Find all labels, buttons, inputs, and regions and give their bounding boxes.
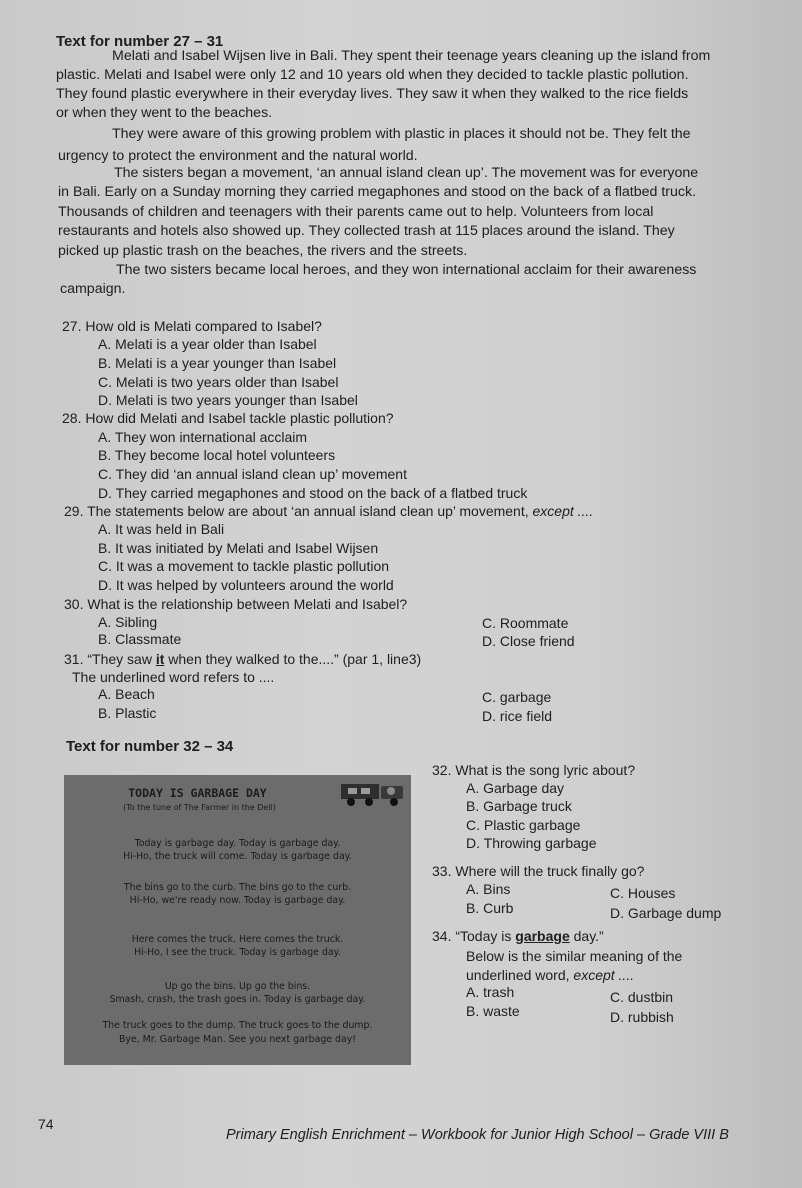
question-34-sub2-text: underlined word, bbox=[466, 967, 574, 983]
question-34-post: day.” bbox=[569, 928, 604, 944]
question-32: 32. What is the song lyric about? bbox=[432, 762, 636, 778]
question-29 bbox=[64, 503, 593, 519]
question-31-sub: The underlined word refers to .... bbox=[72, 669, 275, 685]
poster-line: Here comes the truck. Here comes the truck. bbox=[131, 934, 344, 945]
passage-line: restaurants and hotels also showed up. They collected trash at 115 places around the island. They bbox=[58, 223, 675, 239]
option-27-c: C. Melati is two years older than Isabel bbox=[98, 374, 339, 390]
option-31-b: B. Plastic bbox=[98, 705, 157, 721]
passage-line: plastic. Melati and Isabel were only 12 and 10 years old when they decided to tackle plastic pollution. bbox=[56, 67, 689, 83]
poster-subtitle: (To the tune of The Farmer in the Dell) bbox=[123, 803, 276, 812]
garbage-truck-icon bbox=[339, 781, 409, 807]
option-34-c: C. dustbin bbox=[610, 989, 674, 1005]
option-29-c: C. It was a movement to tackle plastic pollution bbox=[98, 558, 390, 574]
passage-line: They were aware of this growing problem with plastic in places it should not be. They felt the bbox=[112, 126, 691, 142]
question-34-sub2 bbox=[466, 967, 634, 983]
option-33-b: B. Curb bbox=[466, 900, 514, 916]
poster-line: Hi-Ho, I see the truck. Today is garbage day. bbox=[134, 947, 341, 958]
option-32-b: B. Garbage truck bbox=[466, 798, 572, 814]
option-27-d: D. Melati is two years younger than Isabel bbox=[98, 392, 358, 408]
poster-line: Up go the bins. Up go the bins. bbox=[164, 981, 311, 992]
option-31-d: D. rice field bbox=[482, 708, 553, 724]
option-33-c: C. Houses bbox=[610, 885, 676, 901]
option-27-b: B. Melati is a year younger than Isabel bbox=[98, 355, 337, 371]
option-31-c: C. garbage bbox=[482, 689, 552, 705]
option-32-a: A. Garbage day bbox=[466, 780, 565, 796]
question-27: 27. How old is Melati compared to Isabel? bbox=[62, 318, 322, 334]
poster-line: Today is garbage day. Today is garbage day. bbox=[134, 838, 341, 849]
poster-line: Smash, crash, the trash goes in. Today is garbage day. bbox=[109, 994, 366, 1005]
question-31 bbox=[64, 651, 421, 667]
passage-line: Melati and Isabel Wijsen live in Bali. They spent their teenage years cleaning up the island from bbox=[112, 48, 711, 64]
passage-line: They found plastic everywhere in their everyday lives. They saw it when they walked to the rice fields bbox=[56, 86, 689, 102]
question-29-text: 29. The statements below are about ‘an annual island clean up’ movement, bbox=[64, 503, 529, 519]
option-28-d: D. They carried megaphones and stood on the back of a flatbed truck bbox=[98, 485, 528, 501]
poster-line: Hi-Ho, the truck will come. Today is garbage day. bbox=[123, 851, 352, 862]
option-30-a: A. Sibling bbox=[98, 614, 158, 630]
question-34 bbox=[432, 928, 604, 944]
option-27-a: A. Melati is a year older than Isabel bbox=[98, 336, 317, 352]
option-30-c: C. Roommate bbox=[482, 615, 569, 631]
question-29-except: except .... bbox=[532, 503, 594, 519]
option-28-c: C. They did ‘an annual island clean up’ movement bbox=[98, 466, 407, 482]
option-29-b: B. It was initiated by Melati and Isabel Wijsen bbox=[98, 540, 379, 556]
option-32-d: D. Throwing garbage bbox=[466, 835, 597, 851]
option-32-c: C. Plastic garbage bbox=[466, 817, 581, 833]
passage-line: or when they went to the beaches. bbox=[56, 105, 273, 121]
passage-line: Thousands of children and teenagers with their parents came out to help. Volunteers from local bbox=[58, 204, 654, 220]
garbage-day-poster bbox=[64, 775, 411, 1065]
poster-line: The truck goes to the dump. The truck goes to the dump. bbox=[102, 1020, 373, 1031]
option-29-d: D. It was helped by volunteers around the world bbox=[98, 577, 394, 593]
option-30-b: B. Classmate bbox=[98, 631, 182, 647]
option-33-d: D. Garbage dump bbox=[610, 905, 722, 921]
passage-line: campaign. bbox=[60, 281, 126, 297]
option-34-a: A. trash bbox=[466, 984, 515, 1000]
page-number: 74 bbox=[38, 1116, 54, 1132]
option-30-d: D. Close friend bbox=[482, 633, 575, 649]
question-31-pre: 31. “They saw bbox=[64, 651, 156, 667]
question-31-underlined: it bbox=[155, 651, 165, 667]
footer-title: Primary English Enrichment – Workbook for Junior High School – Grade VIII B bbox=[226, 1127, 729, 1143]
question-28: 28. How did Melati and Isabel tackle plastic pollution? bbox=[62, 410, 394, 426]
poster-line: Bye, Mr. Garbage Man. See you next garbage day! bbox=[118, 1034, 357, 1045]
option-34-b: B. waste bbox=[466, 1003, 520, 1019]
question-30: 30. What is the relationship between Melati and Isabel? bbox=[64, 596, 408, 612]
question-34-except: except .... bbox=[573, 967, 635, 983]
question-33: 33. Where will the truck finally go? bbox=[432, 863, 645, 879]
option-28-b: B. They become local hotel volunteers bbox=[98, 447, 336, 463]
option-29-a: A. It was held in Bali bbox=[98, 521, 225, 537]
poster-line: Hi-Ho, we're ready now. Today is garbage day. bbox=[129, 895, 346, 906]
heading-text-27-31: Text for number 27 – 31 bbox=[56, 33, 224, 50]
question-34-underlined: garbage bbox=[515, 928, 570, 944]
option-31-a: A. Beach bbox=[98, 686, 155, 702]
question-34-sub: Below is the similar meaning of the bbox=[466, 948, 683, 964]
option-28-a: A. They won international acclaim bbox=[98, 429, 308, 445]
option-34-d: D. rubbish bbox=[610, 1009, 674, 1025]
passage-line: in Bali. Early on a Sunday morning they carried megaphones and stood on the back of a flatbed truck. bbox=[58, 184, 697, 200]
passage-line: The two sisters became local heroes, and they won international acclaim for their awareness bbox=[116, 262, 697, 278]
heading-text-32-34: Text for number 32 – 34 bbox=[66, 738, 234, 755]
poster-title: TODAY IS GARBAGE DAY bbox=[128, 786, 267, 800]
passage-line: picked up plastic trash on the beaches, the rivers and the streets. bbox=[58, 243, 468, 259]
question-31-post: when they walked to the....” (par 1, line3) bbox=[164, 651, 422, 667]
poster-line: The bins go to the curb. The bins go to the curb. bbox=[123, 882, 352, 893]
passage-line: The sisters began a movement, ‘an annual island clean up’. The movement was for everyone bbox=[114, 165, 699, 181]
option-33-a: A. Bins bbox=[466, 881, 511, 897]
passage-line: urgency to protect the environment and the natural world. bbox=[58, 148, 418, 164]
question-34-pre: 34. “Today is bbox=[432, 928, 516, 944]
